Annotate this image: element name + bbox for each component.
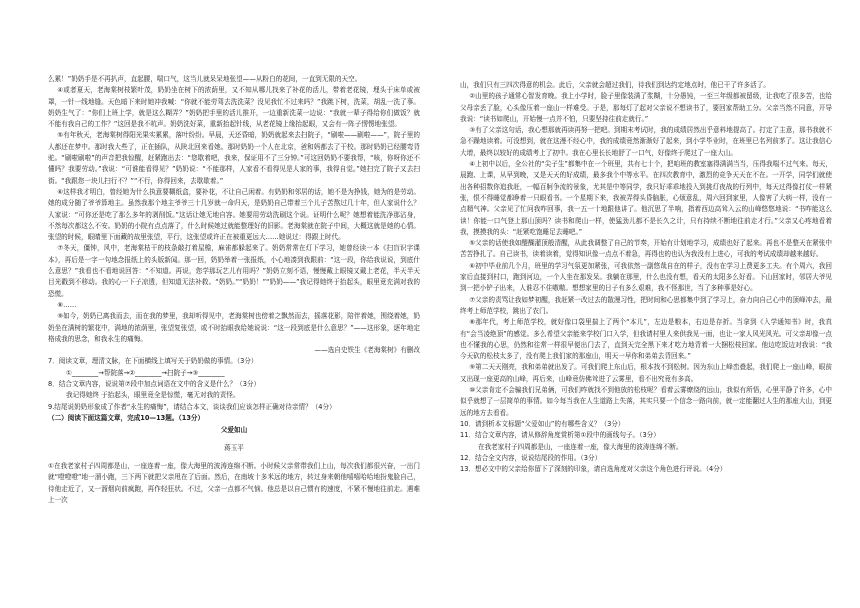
article-paragraph: ②山里的孩子通常心智发育晚。我上小学时，脸子里像装满了浆糊，十分愚钝，一至三年级都被留级，让我吃了很多苦，也给父母亲丢了脸，心头像压着一座山一样难受。于是，那每灯了起对父亲说不想读书了，要回家帮助工分。父亲当然不同意，开导我说：“读书如爬山，开始慢一点并不怕，只要坚持往前走就行。” <box>460 92 832 123</box>
article-paragraph: ⑩父亲肯定不会骗我们兄弟俩，可我们咋就找不到他放的松枝呢？看着云雾缭绕的远山，我似有所悟，心里平静了许多，心中似乎就想了一层简单的事情。如今每当我在人生道路上失落，其实只要一个信念一路向前，就一定能翻过人生的那座大山，到更远的地方去看看。 <box>460 386 832 417</box>
question-item: 10．请到析本文标题“父爱如山”的有哪些含义？（3分） <box>460 419 625 428</box>
article-paragraph: ⑤父亲的话使我如醍醐灌顶般清醒，从此我调整了自己的节奏，开始有计划地学习，成绩也好了起来。再也不是整天在紧张中苦苦挣扎了。自己读书，读着读着，觉得知识像一点点不着急，再得也的也认为我没有上进心，可我的考试成绩却越来越好。 <box>460 239 832 259</box>
article-paragraph: ⑥这样我才明白，曾经她为什么执意要糊纸盒，要补花，不让自己闲着。有奶奶和邻居的话，她不是为挣钱，她为的是劳动。她的成分随了爷爷算地主。虽然我那个地主爷爷三十几岁就一命归天，是奶奶自己带着三个儿子苦熬过几十年，但人家说什么？人家说：“可你还是吃了那么多年的剥削饭。”这话让她无地自容。她要用劳动洗刷这个说。证明什么呢？她想着能洗净那沾身，不然每次都这么不安。奶奶的小院有点点落了，什么时候她过就能整理好的旧影。老海棠就在院子中间，大概这就是她的心情。张望的时候，眼睛里下面藏的故里张望，平行，这张望或许正在被重更远大……她说过：得跟上时代。 <box>48 187 420 242</box>
left-paragraphs-b <box>48 461 420 506</box>
article-title: 父爱如山 <box>220 426 248 435</box>
question-item: 8．结合文章内容，说说第⑦段中加点词语在文中的含义是什么？（3分） <box>48 380 261 389</box>
article-paragraph: ③有了父亲这句话，我心想那就再读再努一把吧。到期末考试时，我的成绩居然出乎意料地提高了。打定了主意，那书我就不急不躁地读着。可没想到，就在这漫不经心中，我的成绩竟然渐渐好了起来，到小学毕业时，在班里已名列前茅了。这让我信心大增，最终以较好的成绩考上了初中。我在心里长长地舒了一口气，好像终于爬过了一座大山。 <box>460 126 832 157</box>
article-paragraph: ⑨如今，奶奶已离我而去，而在我的梦里，我却听得见中，老海棠树也傍着之飘然而去，摇落花影，陪伴着她，围绕着她，奶奶坐在满树的繁花中，满地的浓荫里，张望复张望，或不时抬眼我给她说说：“这一段到底是什么意思？”——这形象，逐年地定格成我的思念，和我永生的痛悔。 <box>48 312 420 343</box>
question-item: 12．结合全文内容，说说结尾段的作用。（3分） <box>460 453 602 462</box>
article-paragraph: ⑧…… <box>57 300 77 309</box>
article-paragraph: ⑦冬天，僵钟，风中，老海棠枯干的枝条敲打着屋檐，麻雀都躲起来了。奶奶常常在灯下学习，她曾经读一本《扫盲识字课本》，再后是一字一句地念报纸上的头版新闻。那一回，奶奶举着一张报纸，小心地凑到我跟前：“这一段，你给我说说，到底什么意思？”我看也不看地说回答：“不知道。再说，您学那玩艺儿有用吗？”奶奶立刻不语，慢慢戴上眼镜又戴上老花，半天半天目光戳到不移动。我的心一下子凉透，但知道无法补救。“奶奶。”“奶奶！”“奶奶——”我记得她终于抬起头，眼里竟充满对我的恐慌。 <box>48 244 420 298</box>
right-paragraphs <box>460 80 832 419</box>
question-material: ①________→帮院落→②________→扫院子→③________ <box>66 368 225 377</box>
question-item: 13．想必文中的父亲给你留下了深刻的印象，请自选角度对父亲这个角色进行评说。（4分） <box>460 465 727 474</box>
article-author: 蒋玉平 <box>224 444 244 453</box>
question-item: 11．结合文章内容，请从修辞角度赏析第①段中的画线句子。（3分） <box>460 431 660 440</box>
article-paragraph: ⑤有年秋天，老海棠树得阳光果实累累，落叶纷纷。早晨，天还昏暗，奶奶就起来去扫院子，“刷啦——刷啦——”，院子里的人都还在梦中。那时我大些了，正在插队，从陕北回来看她。那时奶奶一个人在北京，爸和妈都去了干校。那时奶奶已经腰弯背驼。“刷啦刷啦”的声音把我惊醒，赶紧跑出去：“您歇着吧，我来，保证用不了三分钟。”可这回奶奶不要我帮，“咳，你呀你还不懂吗？我要劳动。”我说：“可谁能看得见？”奶奶说：“不能那样，人家看不看得见是人家的事，我得自觉。”她扫完了院子又去扫街。“我跟您一块儿扫行不？”“不行，你得回来，去歇歇着。” <box>48 131 420 185</box>
question-material: 我记得她终 于抬起头，眼里竟全是惊慌，毫无对我的责怪。 <box>66 391 240 400</box>
left-questions-a <box>48 356 420 424</box>
article-paragraph: 么累！”奶奶手是不再扒声，直起腰，喘口气，这当儿就呆呆地张望——从粉白的花间，一直到无限的天空。 <box>48 75 362 83</box>
article-source: ——选自史铁生《老海棠树》有删改 <box>314 346 420 355</box>
article-paragraph: ①在我老家村子四周都是山，一座连着一座，像大海里的波涛连绵不断。小时候父亲常带我们上山，每次我们都很兴奋，一出门就“噔噔噔”地一溜小跑，三下两下就把父亲甩在了后面。然后，在南坡十多米远的地方，转过身来朝他嘻嘻哈哈地扮鬼脸自己，待他走近了，又一溜烟向前疯跑，再作轻狂状。不过，父亲一点都不气恼。他总是以自己惯有的速度，不紧不慢地往前走。遇难上一次 <box>48 461 420 504</box>
left-column <box>48 74 420 506</box>
left-paragraphs-a <box>48 74 420 345</box>
question-item: 7．阅读文章，理清文脉，在下面横线上填写关于奶奶做的事情。（3分） <box>48 357 258 366</box>
question-material: 在我老家村子四周都是山，一座连着一座，像大海里的波涛连绵不断。 <box>478 442 683 451</box>
right-column <box>460 80 832 475</box>
article-paragraph: ⑧那年代，考上师范学校，就好像口袋里揣上了两个“本儿”，左边是粮本，右边是存折。当拿到《入学通知书》时，我真有“会当凌绝顶”的感觉。多么希望父亲能来学校门口入学，但我请村里人来供我见一面，也让一家人风光风光。可父亲却像一点也不懂我的心思，仍然和往常一样很早便出门去了，直到天完全黑下来才吃力地背着一大捆松枝回家。他边吃饭边对我说：“我今天砍的松枝太多了，没有爬上我们家的那座山，明天一早你和弟弟去背回来。” <box>460 318 832 361</box>
article-paragraph: ⑥初中毕业前几个月，班里的学习气氛更加紧张，可我依然一副悠哉自在的样子，没有在学习上费更多工夫。有个周六，我回家后直接到村口，跑到河边，一个人坐在那发呆。我躺在那里，什么也没有想，看天的太阳多么好看。下山回家时，邻居大爷见到一把小铲子出来，人谁忍不住嗷嗷。想想家里的日子有多么艰难，我不怪那世，当了多种事是好心。 <box>460 261 832 293</box>
article-paragraph: ⑨第二天天刚亮，我和弟弟就出发了。可我们爬上东山后，根本找不到松树。因为东山上峰峦叠起，我们爬上一座山峰，眼前又出现一座更高的山峰，再后来，山峰竟仿佛耸进了云雾里，看不出究竟有多高。 <box>460 363 832 383</box>
article-paragraph: ④上初中以后，全公社的“尖子生”都集中在一个班里，共有七十个，把咱班的教室塞得满满当当，压得我喘不过气来。每天，晨跑、上课，从早到晚，又是天天的好成绩，最多我个中等水平。在四次教育中，激烈的竞争天天在不在。一开学，同学们就使出各种招数你追我赶，一幅百舸争流的景象，尤其是中等同学，我只好乖乖地投入到挑灯夜战的行列中，每天过得像打仗一样紧张，恨不得睡觉都睁着一只眼看书。一个星期下来，我被弄得头昏脑胀，心烦意乱，周六回到家里，人像害了大病一样，没有一点精气神。父亲见了忙问我咋回事，我一五一十地跟他讲了。他沉思了半响，指着西边高耸入云的山峰悠悠地说：“书咋能这么读！你能一口气登上那山顶吗？读书和爬山一样，使猛劲儿都不是长久之计，只有持续不断地往前走才行。”父亲又心疼地看着我，摸摸我的头：“赶紧吃饱睡足去睡吧。” <box>460 160 832 236</box>
question-item: 9.结尾说奶奶形象成了作者“永生的痛悔”，请结合本文，谈谈我们应该怎样正确对待亲情？（4分） <box>48 402 336 411</box>
article-paragraph: ⑦父亲的责骂让我如梦初醒，我赶紧一改过去的散漫习性，把时间和心思都集中到了学习上，奋力向自己心中的顶峰冲去，最终考上师范学校，跳出了农门。 <box>460 295 832 315</box>
article-paragraph: 山，我们只有三四次得意的机会。此后，父亲就会超过我们，待我们到达约定地点时，他已干了许多活了。 <box>460 81 770 89</box>
right-questions <box>460 419 832 475</box>
article-paragraph: ④或者夏天，老海棠树枝繁叶茂，奶奶坐在树下的浓荫里，又不知从哪儿找来了补花的活儿，带着老花镜，埋头于床单或被罩，一针一线地缝。天色暗下来时她冲我喊：“你就不能劳驾去洗洗菜？没见我忙不过来吗？”我跳下树，洗菜，胡乱一洗了事。奶奶生气了：“你们上班上学，就是这么糊弄？”奶奶把手里的活儿推开，一边重新洗菜一边说：“我就一辈子得给你们做饭？就不能有我自己的工作？”这回是我不吭声。奶奶洗好菜，重新抬起针线，从老花镜上缘抬起眼，又会有一阵子愣愣地张望。 <box>48 86 420 129</box>
question-item: （二）阅读下面这篇文章，完成10—13题。（13分） <box>48 413 205 422</box>
